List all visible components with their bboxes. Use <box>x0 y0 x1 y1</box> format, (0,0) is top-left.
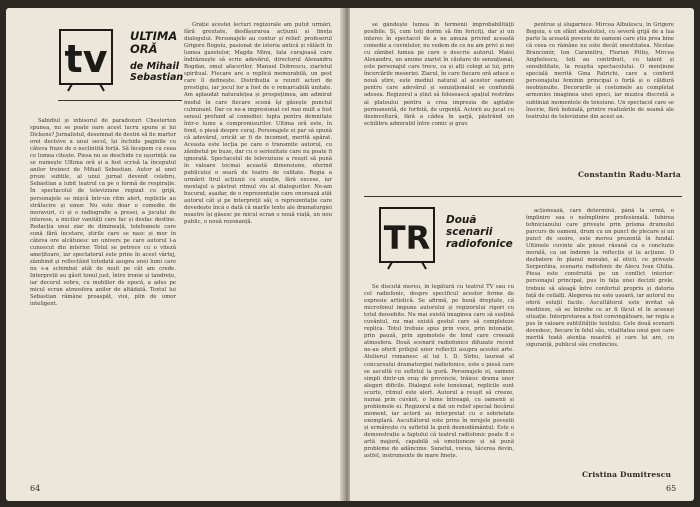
section-rule <box>364 196 682 197</box>
left-column-2 <box>184 22 332 470</box>
rubric-title <box>130 30 183 83</box>
right-page <box>350 8 694 501</box>
right-column-2-top <box>526 22 674 158</box>
author-line-1: Mihail <box>146 61 179 72</box>
right-column-2-bottom <box>526 208 674 466</box>
tr-logo-text: TR <box>383 219 431 257</box>
right-column-1-bottom <box>364 284 514 472</box>
page-number-right: 65 <box>666 484 677 493</box>
tv-logo-icon <box>58 28 114 92</box>
tv-logo-text: tv <box>64 37 108 81</box>
left-column-2-text: Grație acestei lecturi regizorale am putut urmări, fără greutate, desfășurarea acțiunii și fineța dialogului. Personajele au contur și relief: profesorul Grigore Bogoiu, pasionat de istoria antică și rătăcit în lumea gazetelor, Magda Minu, fata curajoasă care îndrăznește să scrie adevărul, directorul Alexandru Bogdan, omul afacerilor, Manuel Dobrescu, ziaristul spiritual. Fiecare are o replică memorabilă, un gest care îl definește. Distribuția a reunit actori de prestigiu, iar jocul lor a fost de o remarcabilă unitate. Am aplaudat naturalețea și prospețimea, am admirat modul în care fiecare scenă își găsește punctul culminant. Dar ce ne-a impresionat cel mai mult a fost sensul profund al comediei: lupta pentru demnitate într-o lume a compromisurilor. Ultima oră este, în fond, o piesă despre curaj. Personajele ei par să spună că adevărul, oricât ar fi de incomod, merită apărat. Aceasta este lecția pe care o transmite autorul, cu zâmbetul pe buze, dar cu o seriozitate care nu poate fi ignorată. Spectacolul de televiziune a reușit să pună în valoare tocmai această dimensiune, oferind publicului o seară de teatru de calitate. Regia a urmărit firul acțiunii cu atenție, fără excese, iar montajul a păstrat ritmul viu al dialogurilor. Ne-am bucurat, așadar, de o reprezentație care onorează atât autorul cât și pe interpreții săi, o reprezentație care dovedește încă o dată că marile texte ale dramaturgiei noastre își găsesc pe micul ecran o nouă viață, un nou public, o nouă rezonanță. <box>184 22 332 226</box>
left-page <box>6 8 344 501</box>
left-column-1 <box>30 118 176 470</box>
author-line-2: Sebastian <box>130 72 184 83</box>
right-column-2-top-text: pentrue și slugarnice. Mircea Albulescu, în Grigore Bogoiu, e un sfânt absolutist, cu severă grijă de a lua parte la această poveste de oameni care știu prea bine că ceea ce rămâne nu este decât onestitatea. Nicolae Brancomir, Ion Caramitru, Florian Pittiș, Mircea Anghelescu, toți au contribuit, cu talent și sensibilitate, la reușita spectacolului. O mențiune specială merită Gina Patrichi, care a conferit personajului feminin principal o forță și o căldură neobișnuite. Decorurile și costumele au completat armonios imaginea unei epoci, iar muzica discretă a subliniat momentele de tensiune. Un spectacol care se înscrie, fără îndoială, printre realizările de seamă ale teatrului de televiziune din acest an. <box>526 22 674 120</box>
left-column-1-text: Sabidiul și inbisorul de paradoxuri Chesterton spunea, nu se poate oare acest lucru spune și lui Dickens? Jurnalistul, desemnat de destin să fie martor orei decisive a unui secol, își închide paginile cu câteva fraze de o neclintită forță. Să începem cu ceea ce lumea citește. Piesa nu se deschide cu ușurință: ea se numește Ultima oră și a fost scrisă la începutul anilor treizeci de Mihail Sebastian. Autor al unei proze subtile, al unui jurnal devenit celebru, Sebastian a iubit teatrul ca pe o formă de respirație. În spectacolul de televiziune regizat cu grijă, personajele se mișcă într-un ritm alert, replicile au strălucire și umor. Nu este doar o comedie de moravuri, ci și o radiografie a presei, a jocului de interese, a micilor vanități care fac și desfac destine. Redacția unui ziar de dimineață, telefoanele care sună fără încetare, știrile care se nasc și mor în câteva ore alcătuiesc un univers pe care autorul l-a cunoscut din interior. Totul se petrece cu o viteză amețitoare, iar spectatorul este prins în acest vârtej, zâmbind și reflectând totodată asupra unei lumi care nu s-a schimbat atât de mult pe cât am crede. Interpreții au găsit tonul just, între ironie și tandrețe, iar decorul sobru, cu mobilier de epocă, a adus pe micul ecran atmosfera anilor de altădată. Textul lui Sebastian rămâne proaspăt, vioi, plin de umor inteligent. <box>30 118 176 308</box>
right-column-1-bottom-text: Se discută mereu, în legătură cu teatrul TV sau cu cel radiofonic, despre specificul acestor forme de expresie artistică. Se afirmă, pe bună dreptate, că microfonul impune autorului și regizorului rigori cu totul deosebite. Nu mai există imaginea care să susțină cuvântul, nu mai există gestul care să completeze replica. Totul trebuie spus prin voce, prin intonație, prin pauză, prin zgomotele de fond care creează atmosfera. Două scenarii radiofonice difuzate recent ne-au oferit prilejul unor reflecții asupra acestei arte. Atelierul romanesc al lui I. D. Sîrbu, laureat al concursului dramaturgiei radiofonice, este o piesă care se ascultă cu sufletul la gură. Personajele ei, oameni simpli dintr-un oraș de provincie, trăiesc drama unor alegeri dificile. Dialogul este tensionat, replicile sunt scurte, ritmul este alert. Autorul a reușit să creeze, numai prin cuvânt, o lume întreagă, cu oamenii și problemele ei. Regizorul a dat un relief special fiecărui moment, iar actorii au interpretat cu o sobrietate exemplară. Ascultătorul este prins în mrejele poveștii și urmărește cu sufletul la gură deznodământul. Este o demonstrație a faptului că teatrul radiofonic poate fi o artă majoră, capabilă să emoționeze și să pună probleme de adâncime. Sunetul, vocea, tăcerea devin, astfel, instrumente de mare finețe. <box>364 284 514 460</box>
author-prefix: de <box>130 61 144 72</box>
headline-line-3: radiofonice <box>446 238 513 250</box>
right-column-2-bottom-text: acționează, care determină, până la urmă, o împlinire sau o neîmplinire profesională. Iubirea tehnicianului care privește prin prisma drumului parcurs de oameni, drum cu un punct de plecare și un punct de sosire, este mereu prezentă în fundal. Ultimele cuvinte ale piesei răsună ca o concluzie morală, ca un îndemn la reflecție și la acțiune. O dezbatere în planul moralei, al eticii, ce privește Serpentina, scenariu radiofonic de Alecu Ivan Ghilia. Piesa este construită pe un conflict interior: personajul principal, pus în fața unei decizii grele, trebuie să aleagă între confortul propriu și datoria față de ceilalți. Alegerea nu este ușoară, iar autorul nu oferă soluții facile. Ascultătorul este invitat să mediteze, să se întrebe ce ar fi făcut el în aceeași situație. Interpretarea a fost convingătoare, iar regia a pus în valoare subtilitățile textului. Cele două scenarii dovedesc, fiecare în felul său, vitalitatea unui gen care merită toată atenția noastră și care își are, cu siguranță, publicul său credincios. <box>526 208 674 348</box>
rubric-author <box>130 61 183 83</box>
bottom-signature: Cristina Dumitrescu <box>582 470 672 479</box>
rubric-line-2: ORĂ <box>130 42 158 56</box>
page-number-left: 64 <box>30 484 41 493</box>
article-headline <box>446 214 513 250</box>
header-rule <box>58 100 182 101</box>
right-column-1-top <box>364 22 514 188</box>
rubric-line-1: ULTIMA <box>130 29 178 43</box>
tr-logo-icon <box>378 206 436 270</box>
right-column-1-top-text: se gândește lumea în termenii improbabilității posibile. Și, cum toți dorim să fim fericiți, dar și un interes în spectacol de a ne amuza privind această comedie a cuvintelor, nu vedem de ce nu am privi și noi cu zâmbet lumea pe care o descrie autorul. Matei Alexandru, un anume ziarist în căutare de senzațional, este personajul care trece, ca și alți colegi ai lui, prin încercările meseriei. Ziarul, în care fiecare oră aduce o nouă știre, este mediul natural al acestor oameni pentru care adevărul și senzaționalul se confundă adesea. Regizorul a știut să folosească spațiul restrâns al platoului pentru a crea impresia de agitație permanentă, de forfotă, de urgență. Actorii au jucat cu dezinvoltură, fără a cădea în șarjă, păstrând un echilibru admirabil între comic și grav. <box>364 22 514 127</box>
headline-line-2: scenarii <box>446 226 493 238</box>
headline-line-1: Două <box>446 214 477 226</box>
top-signature: Constantin Radu-Maria <box>578 170 681 179</box>
